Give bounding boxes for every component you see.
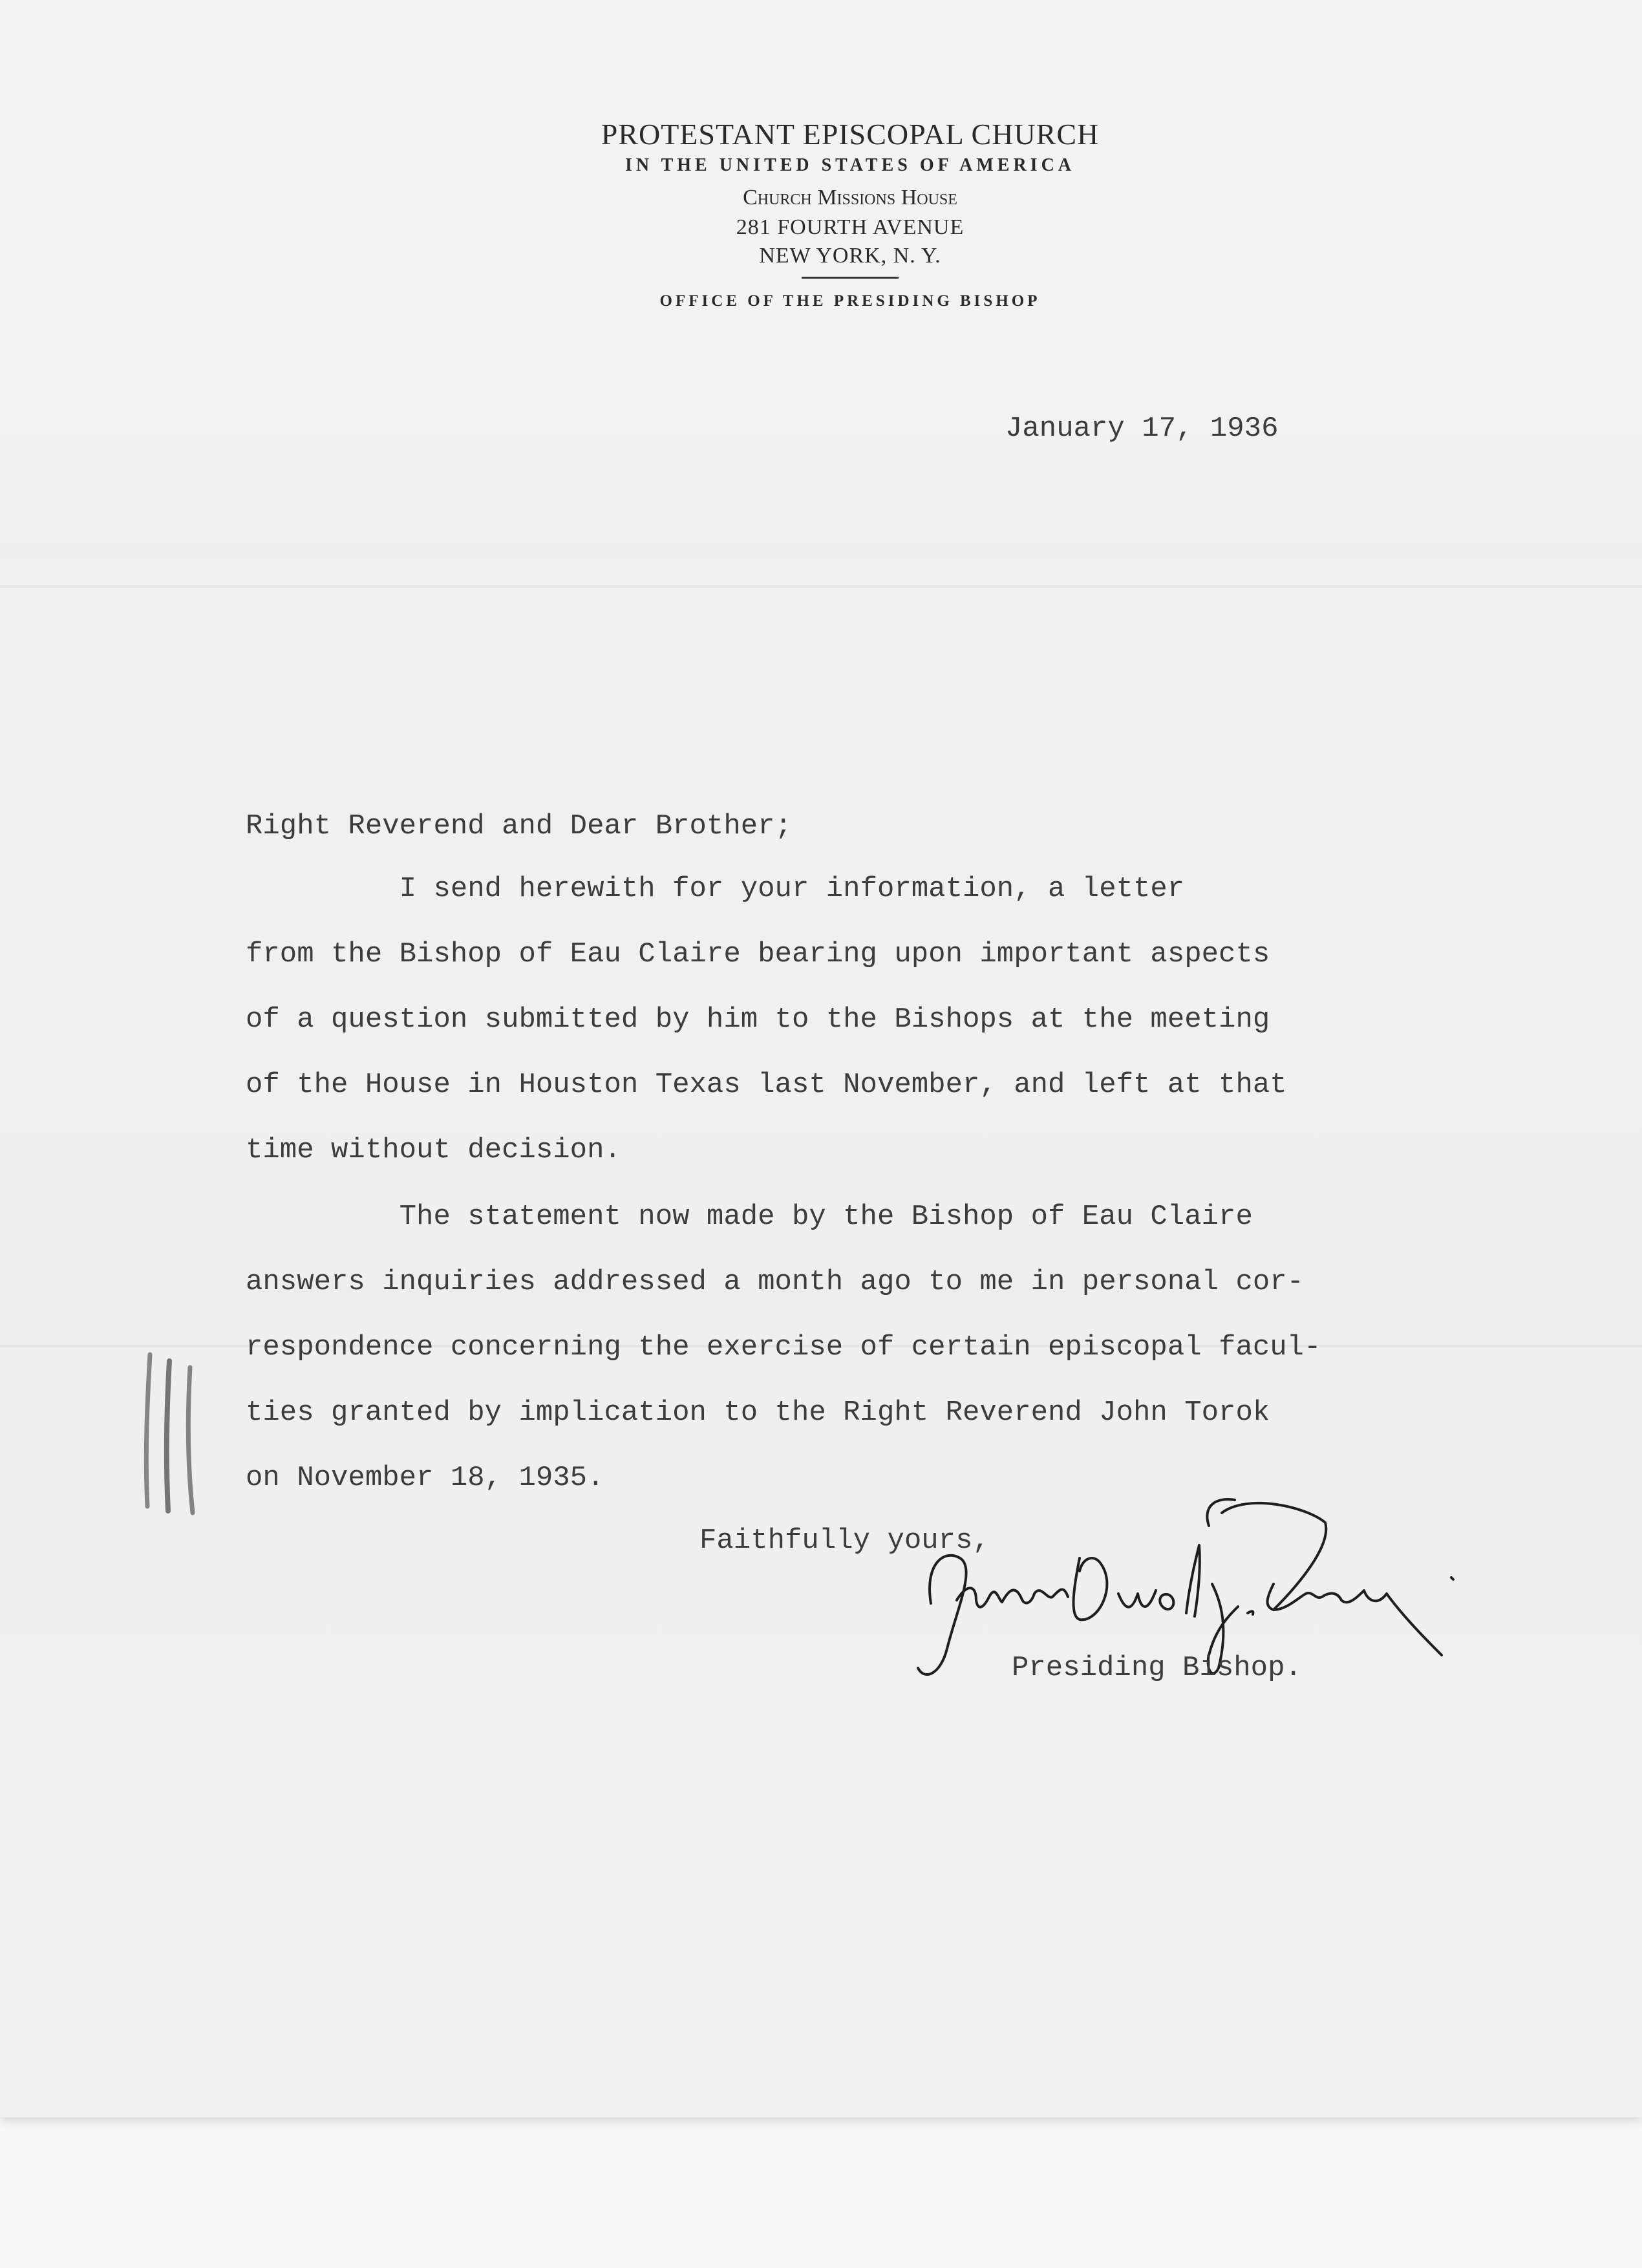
letterhead <box>498 116 1202 312</box>
paragraph-line: time without decision. <box>246 1134 621 1166</box>
signatory-title: Presiding Bishop. <box>1012 1652 1302 1684</box>
paragraph-line: respondence concerning the exercise of certain episcopal facul- <box>246 1331 1321 1364</box>
paragraph-line: from the Bishop of Eau Claire bearing upon important aspects <box>246 938 1270 970</box>
letterhead-office: OFFICE OF THE PRESIDING BISHOP <box>659 292 1041 310</box>
paragraph-line: of the House in Houston Texas last November, and left at that <box>246 1069 1287 1101</box>
paragraph-line: on November 18, 1935. <box>246 1462 604 1494</box>
letterhead-country: IN THE UNITED STATES OF AMERICA <box>624 155 1076 175</box>
paragraph-2 <box>246 1184 1321 1511</box>
paragraph-line: I send herewith for your information, a letter <box>246 873 1185 905</box>
salutation: Right Reverend and Dear Brother; <box>246 810 792 842</box>
letterhead-church: PROTESTANT EPISCOPAL CHURCH <box>601 118 1100 151</box>
letterhead-divider <box>802 277 899 279</box>
paragraph-line: answers inquiries addressed a month ago to me in personal cor- <box>246 1266 1305 1298</box>
paragraph-1 <box>246 857 1287 1183</box>
letter-date: January 17, 1936 <box>1005 412 1279 445</box>
closing: Faithfully yours, <box>699 1524 990 1557</box>
letterhead-street: 281 FOURTH AVENUE <box>736 215 965 239</box>
pencil-marks <box>136 1348 220 1516</box>
letterhead-house: Church Missions House <box>743 186 957 209</box>
paragraph-line: of a question submitted by him to the Bishops at the meeting <box>246 1003 1270 1036</box>
letterhead-city: NEW YORK, N. Y. <box>759 244 941 268</box>
paper-fold <box>0 585 1642 588</box>
paragraph-line: The statement now made by the Bishop of Eau Claire <box>246 1201 1253 1233</box>
paragraph-line: ties granted by implication to the Right Reverend John Torok <box>246 1396 1270 1429</box>
